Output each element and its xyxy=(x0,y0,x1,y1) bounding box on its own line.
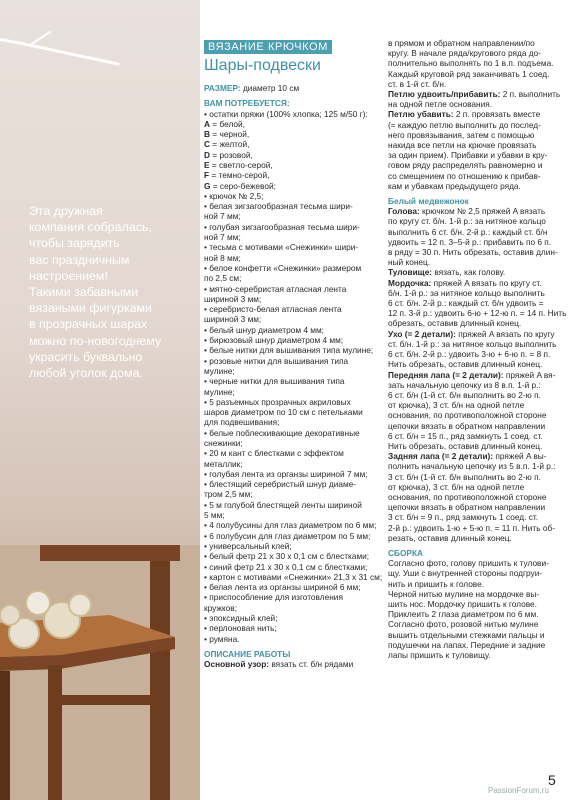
bold-term: D xyxy=(204,149,210,160)
line-text: шаров диаметром по 10 см с петельками xyxy=(204,407,363,418)
text-line xyxy=(388,257,584,267)
line-text: • белая зигзагообразная тесьма шири- xyxy=(204,201,353,212)
text-line xyxy=(204,489,382,499)
line-text: ной 7 мм; xyxy=(204,211,241,222)
text-line xyxy=(204,263,382,273)
line-text: • черные нитки для вышивания типа xyxy=(204,376,345,387)
text-line xyxy=(388,533,584,543)
line-text: • синий фетр 21 х 30 х 0,1 см с блестками; xyxy=(204,561,368,572)
text-line xyxy=(204,170,382,180)
line-text: = светло-серой, xyxy=(209,159,273,170)
text-line xyxy=(388,589,584,599)
text-line xyxy=(204,129,382,139)
text-line xyxy=(204,479,382,489)
text-line xyxy=(388,421,584,431)
line-text: в прямом и обратном направлении/по xyxy=(388,38,535,48)
bold-term: B xyxy=(204,129,210,140)
line-text: • 20 м кант с блестками с эффектом xyxy=(204,448,344,459)
text-line xyxy=(388,267,584,277)
text-line xyxy=(204,222,382,232)
text-line xyxy=(204,387,382,397)
line-text: Согласно фото, голову пришить к тулови- xyxy=(388,558,549,569)
line-text: цепочки вязать в обратном направлении xyxy=(388,502,546,513)
intro-text xyxy=(29,203,197,381)
line-text: • блестящий серебристый шнур диаме- xyxy=(204,479,357,490)
line-text: • картон с мотивами «Снежинки» 21,3 х 31 см; xyxy=(204,571,382,582)
text-line xyxy=(204,417,382,427)
line-text: со смещением по отношению к прибав- xyxy=(388,170,541,181)
text-line xyxy=(388,298,584,308)
text-line xyxy=(204,191,382,201)
line-text: • эпоксидный клей; xyxy=(204,613,278,624)
line-text: шить нос. Мордочку пришить к голове. xyxy=(388,598,537,609)
text-line xyxy=(388,630,584,640)
text-line xyxy=(204,531,382,541)
text-line xyxy=(388,390,584,400)
text-line xyxy=(204,139,382,149)
text-line xyxy=(388,237,584,247)
line-text: щу. Уши с внутренней стороны подгруи- xyxy=(388,568,543,579)
line-text: на одной петле основания. xyxy=(388,99,493,110)
bold-term: A xyxy=(204,118,210,129)
line-text: от крючка), 3 ст. б/н на одной петле xyxy=(388,400,525,411)
line-text: • розовые нитки для вышивания типа xyxy=(204,355,349,366)
line-text: • румяна. xyxy=(204,633,240,644)
line-text: снежинки; xyxy=(204,438,243,448)
text-line xyxy=(388,278,584,288)
text-line xyxy=(204,181,382,191)
text-line xyxy=(388,599,584,609)
line-text: Нить обрезать, оставив длинный конец. xyxy=(388,359,543,370)
line-text: тром 2,5 мм; xyxy=(204,489,253,500)
line-text: 5 мм; xyxy=(204,510,225,521)
line-text: обрезать, оставив длинный конец. xyxy=(388,318,522,329)
text-line xyxy=(204,325,382,335)
line-text: • серебристо-белая атласная лента xyxy=(204,304,342,315)
line-text: = темно-серой, xyxy=(209,170,270,181)
line-text: крючком № 2,5 пряжей A вязать xyxy=(419,206,546,217)
text-line xyxy=(204,273,382,283)
line-text: основания, по противоположной стороне xyxy=(388,491,547,502)
line-text: шириной 3 мм; xyxy=(204,293,262,304)
text-line xyxy=(388,558,584,568)
column-right xyxy=(388,0,584,800)
intro-line: в прозрачных шарах xyxy=(29,317,148,332)
line-text: • остатки пряжи (100% хлопка; 125 м/50 г): xyxy=(204,108,368,119)
text-line xyxy=(204,582,382,592)
line-text: • перлоновая нить; xyxy=(204,623,277,634)
line-text: металлик; xyxy=(204,458,243,469)
intro-line: украсить буквально xyxy=(29,349,143,364)
line-text: • белый фетр 21 х 30 х 0,1 см с блестками; xyxy=(204,551,370,562)
bold-term: Ухо (= 2 детали): xyxy=(388,328,456,339)
line-text: • белые поблескивающие декоративные xyxy=(204,427,360,438)
line-text: Черной нитью мулине на мордочке вы- xyxy=(388,588,540,599)
text-line xyxy=(388,247,584,257)
text-line xyxy=(204,314,382,324)
line-text: мулине; xyxy=(204,386,235,397)
line-text: ной 7 мм; xyxy=(204,232,241,243)
text-line xyxy=(388,318,584,328)
line-text: ст. б/н. 1-й р.: за нитяное кольцо выполнить xyxy=(388,338,557,349)
line-text: = желтой, xyxy=(210,139,250,150)
text-line xyxy=(204,150,382,160)
line-text: • белый шнур диаметром 4 мм; xyxy=(204,324,324,335)
text-line xyxy=(388,120,584,130)
page-number: 5 xyxy=(548,772,556,788)
line-text: Согласно фото, розовой нитью мулине xyxy=(388,619,539,630)
text-line xyxy=(388,568,584,578)
text-line xyxy=(388,130,584,140)
text-line xyxy=(204,201,382,211)
line-text: нить и пришить к голове. xyxy=(388,578,485,589)
bold-term: Петлю убавить: xyxy=(388,109,454,120)
text-line xyxy=(388,400,584,410)
intro-line: вас праздничным xyxy=(29,252,130,267)
text-line xyxy=(204,448,382,458)
line-text: • приспособление для изготовления xyxy=(204,592,343,603)
line-text: • бирюзовый шнур диаметром 4 мм; xyxy=(204,335,344,346)
text-line xyxy=(388,650,584,660)
text-line xyxy=(388,288,584,298)
text-line xyxy=(388,227,584,237)
text-line xyxy=(388,308,584,318)
bold-term: Задняя лапа (= 2 детали): xyxy=(388,451,494,462)
text-line xyxy=(204,407,382,417)
text-line xyxy=(204,541,382,551)
line-text: говом ряду распределять равномерно и xyxy=(388,160,543,171)
line-text: кружков; xyxy=(204,602,237,613)
line-text: него провязывания, затем с помощью xyxy=(388,129,535,140)
text-line xyxy=(204,284,382,294)
text-line xyxy=(388,99,584,109)
line-text: шириной 3 мм; xyxy=(204,314,262,325)
line-text: Нить обрезать, оставив длинный конец. xyxy=(388,440,543,451)
text-line xyxy=(204,294,382,304)
line-text: • крючок № 2,5; xyxy=(204,190,264,201)
text-line xyxy=(388,79,584,89)
line-text: лапы пришить к туловищу. xyxy=(388,649,491,660)
intro-line: чтобы зарядить xyxy=(29,236,120,251)
line-text: • 4 полубусины для глаз диаметром по 6 мм; xyxy=(204,520,377,531)
section-tag: ВЯЗАНИЕ КРЮЧКОМ xyxy=(204,40,332,54)
bold-term: Мордочка: xyxy=(388,277,432,288)
line-text: мулине; xyxy=(204,365,235,376)
text-line xyxy=(204,304,382,314)
line-text: цепочки вязать в обратном направлении xyxy=(388,420,546,431)
line-text: 2-й р.: удвоить 1-ю + 5-ю п. = 11 п. Нить об- xyxy=(388,522,555,533)
text-line xyxy=(204,366,382,376)
text-line xyxy=(204,500,382,510)
text-line xyxy=(388,472,584,482)
line-text: удвоить = 12 п. 3–5-й р.: прибавить по 6 п. xyxy=(388,236,552,247)
line-text: от крючка), 3 ст. б/н на одной петле xyxy=(388,481,525,492)
text-line xyxy=(204,469,382,479)
line-text: полнительно выполнять по 1 в.п. подъема. xyxy=(388,58,554,69)
line-text: Приклеить 2 глаза диаметром по 6 мм. xyxy=(388,609,539,620)
line-text: Каждый круговой ряд заканчивать 1 соед. xyxy=(388,68,550,79)
text-line xyxy=(204,459,382,469)
text-line xyxy=(204,562,382,572)
text-line xyxy=(204,242,382,252)
bold-term: F xyxy=(204,170,210,181)
text-line xyxy=(388,171,584,181)
bold-term: Передняя лапа (= 2 детали): xyxy=(388,369,504,380)
text-line xyxy=(388,38,584,48)
line-text: (= каждую петлю выполнить до послед- xyxy=(388,119,541,130)
text-line xyxy=(204,119,382,129)
bold-term: Туловище: xyxy=(388,267,433,278)
line-text: по 2,5 см; xyxy=(204,273,242,284)
text-line xyxy=(388,329,584,339)
text-line xyxy=(388,359,584,369)
line-text: накида все петли на крючке провязать xyxy=(388,140,537,151)
section-heading: СБОРКА xyxy=(388,547,423,558)
line-text: пряжей A вы- xyxy=(493,451,547,462)
intro-line: любой уголок дома. xyxy=(29,366,144,381)
line-text: кам и убавкам предыдущего ряда. xyxy=(388,180,521,191)
text-line xyxy=(204,572,382,582)
line-text: в ряду = 30 п. Нить обрезать, оставив длин- xyxy=(388,247,558,258)
bold-term: РАЗМЕР: xyxy=(204,83,241,93)
text-line xyxy=(204,397,382,407)
line-text: = черной, xyxy=(210,129,250,140)
text-line xyxy=(388,150,584,160)
text-line xyxy=(388,109,584,119)
text-line xyxy=(204,109,382,119)
line-text: 3 ст. б/н = 9 п., ряд замкнуть 1 соед. ст. xyxy=(388,512,539,523)
bold-term: Петлю удвоить/прибавить: xyxy=(388,89,501,100)
text-line xyxy=(204,232,382,242)
text-line xyxy=(388,339,584,349)
line-text: б/н. 1-й р.: за нитяное кольцо выполнить xyxy=(388,287,545,298)
line-text: ной 8 мм; xyxy=(204,252,241,263)
text-line xyxy=(204,356,382,366)
line-text: = розовой, xyxy=(210,149,253,160)
column-left-body xyxy=(204,83,382,669)
photo-panel xyxy=(0,0,200,800)
text-line xyxy=(204,345,382,355)
line-text: • универсальный клей; xyxy=(204,540,292,551)
text-line xyxy=(388,48,584,58)
line-text: 12 п. 3-й р.: удвоить 6-ю + 12-ю п. = 14 п. Нить xyxy=(388,308,567,319)
line-text: подушечки на лапах. Передние и задние xyxy=(388,639,546,650)
line-text: диаметр 10 см xyxy=(240,83,300,93)
line-text: • мятно-серебристая атласная лента xyxy=(204,283,347,294)
section-heading: ОПИСАНИЕ РАБОТЫ xyxy=(204,648,291,659)
text-line xyxy=(204,253,382,263)
table-with-ornaments xyxy=(0,545,200,800)
text-line xyxy=(388,579,584,589)
text-line xyxy=(388,482,584,492)
text-line xyxy=(388,380,584,390)
text-line xyxy=(388,441,584,451)
section-heading: Белый медвежонок xyxy=(388,196,469,207)
line-text: • 6 полубусин для глаз диаметром по 5 мм; xyxy=(204,530,371,541)
text-line xyxy=(204,160,382,170)
line-text: 6 ст. б/н. 2-й р.: каждый ст. б/н удвоить = xyxy=(388,298,544,309)
line-text: = белой, xyxy=(210,118,245,129)
text-line xyxy=(388,492,584,502)
line-text: 6 ст. б/н = 15 п., ряд замкнуть 1 соед. ст. xyxy=(388,430,543,441)
text-line xyxy=(388,89,584,99)
line-text: основания, по противоположной стороне xyxy=(388,410,547,421)
text-line xyxy=(204,83,382,93)
line-text: резать, оставив длинный конец. xyxy=(388,532,512,543)
watermark: PassionForum.ru xyxy=(488,786,549,795)
line-text: вязать ст. б/н рядами xyxy=(269,659,354,670)
line-text: • белое конфетти «Снежинки» размером xyxy=(204,262,362,273)
branch-decoration xyxy=(0,28,120,68)
text-line xyxy=(388,523,584,533)
text-line xyxy=(204,634,382,644)
line-text: кругу. В начале ряда/кругового ряда до- xyxy=(388,48,542,59)
text-line xyxy=(388,619,584,629)
intro-line: компания собралась, xyxy=(29,220,152,235)
line-text: вязать, как голову. xyxy=(432,267,506,278)
line-text: 2 п. провязать вместе xyxy=(453,109,541,120)
line-text: = серо-бежевой; xyxy=(210,180,276,191)
page-title: Шары-подвески xyxy=(204,57,321,74)
line-text: • 5 м голубой блестящей ленты шириной xyxy=(204,499,362,510)
bold-term: C xyxy=(204,139,210,150)
bold-term: Голова: xyxy=(388,206,420,217)
line-text: 3 ст. б/н (1-й ст. б/н выполнить во 2-ю п. xyxy=(388,471,541,482)
line-text: ный конец. xyxy=(388,257,431,268)
text-line xyxy=(388,370,584,380)
line-text: выполнить 6 ст. б/н. 2-й р.: каждый ст. б/н xyxy=(388,226,548,237)
bold-term: G xyxy=(204,180,211,191)
text-line xyxy=(204,438,382,448)
line-text: • белые нитки для вышивания типа мулине; xyxy=(204,345,374,356)
text-line xyxy=(204,335,382,345)
intro-line: Такими забавными xyxy=(29,285,139,300)
text-line xyxy=(204,659,382,669)
text-line xyxy=(388,609,584,619)
text-line xyxy=(204,613,382,623)
line-text: по кругу ст. б/н. 1-й р.: за нитяное кольцо xyxy=(388,216,546,227)
intro-line: вязаными фигурками xyxy=(29,301,152,316)
text-line xyxy=(204,510,382,520)
line-text: пряжей A вя- xyxy=(503,369,556,380)
line-text: 2 п. выполнить xyxy=(500,89,561,100)
text-line xyxy=(388,181,584,191)
text-line xyxy=(204,428,382,438)
text-line xyxy=(204,520,382,530)
bold-term: Основной узор: xyxy=(204,659,270,670)
line-text: 6 ст. б/н. 2-й р.: удвоить 3-ю + 6-ю п. = 8 п. xyxy=(388,349,551,360)
text-line xyxy=(388,502,584,512)
line-text: 6 ст. б/н (1-й ст. б/н выполнить во 2-ю п. xyxy=(388,389,541,400)
text-line xyxy=(388,451,584,461)
bold-term: E xyxy=(204,159,210,170)
line-text: пряжей A вязать по кругу xyxy=(455,328,555,339)
text-line xyxy=(388,410,584,420)
line-text: полнить начальную цепочку из 5 в.п. 1-й р.: xyxy=(388,461,556,472)
text-line xyxy=(204,592,382,602)
text-line xyxy=(388,206,584,216)
text-line xyxy=(388,160,584,170)
line-text: для подвешивания; xyxy=(204,417,280,428)
text-line xyxy=(388,216,584,226)
text-line xyxy=(204,211,382,221)
text-line xyxy=(388,461,584,471)
text-line xyxy=(388,431,584,441)
line-text: зать начальную цепочку из 8 в.п. 1-й р.: xyxy=(388,379,541,390)
intro-line: Эта дружная xyxy=(29,204,103,218)
text-line xyxy=(388,58,584,68)
line-text: за один прием). Прибавки и убавки в кру- xyxy=(388,150,548,161)
text-line xyxy=(204,623,382,633)
line-text: • белая лента из органзы шириной 6 мм; xyxy=(204,582,361,593)
text-line xyxy=(204,376,382,386)
intro-line: настроением! xyxy=(29,268,108,283)
text-line xyxy=(204,551,382,561)
line-text: • голубая зигзагообразная тесьма шири- xyxy=(204,221,360,232)
column-right-body xyxy=(388,38,584,660)
text-line xyxy=(388,640,584,650)
line-text: • 5 разъемных прозрачных акриловых xyxy=(204,396,351,407)
text-line xyxy=(388,349,584,359)
text-line xyxy=(388,140,584,150)
line-text: ст. в 1-й ст. б/н. xyxy=(388,78,447,89)
line-text: пряжей A вязать по кругу ст. xyxy=(431,277,542,288)
line-text: вышить отдельными стежками пальцы и xyxy=(388,629,545,640)
text-line xyxy=(388,512,584,522)
intro-line: можно по-новогоднему xyxy=(29,333,162,348)
line-text: • тесьма с мотивами «Снежинки» шири- xyxy=(204,242,359,253)
column-left xyxy=(204,0,382,800)
line-text: • голубая лента из органзы шириной 7 мм; xyxy=(204,468,368,479)
text-line xyxy=(388,69,584,79)
text-line xyxy=(204,603,382,613)
section-heading: ВАМ ПОТРЕБУЕТСЯ: xyxy=(204,98,290,109)
